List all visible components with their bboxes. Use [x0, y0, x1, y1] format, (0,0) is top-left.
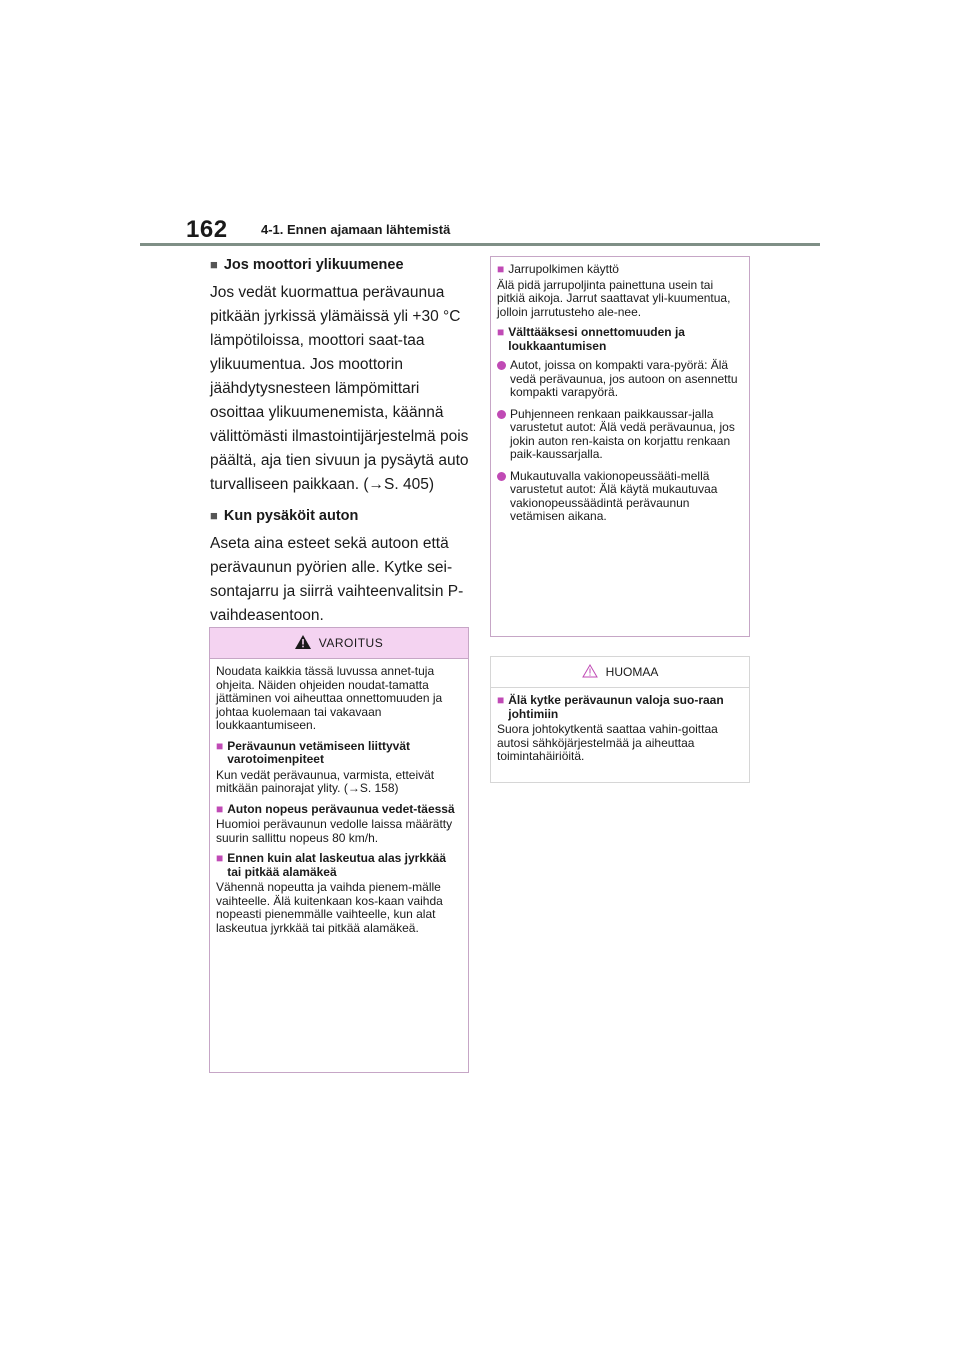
section-title: 4-1. Ennen ajamaan lähtemistä	[261, 222, 451, 237]
warning-item-text: Vähennä nopeutta ja vaihda pienem-mälle vaihteelle. Älä kuitenkaan kos-kaan vaihda nopeasti pienemmälle vaihteelle, kun alat laskeutua jyrkkää tai pitkää alamäkeä.	[216, 880, 443, 935]
bullet-item: Mukautuvalla vakionopeussääti-mellä varustetut autot: Älä käytä mukautuvaa vakionopeussäädintä perävaunun vetämisen aikana.	[497, 470, 743, 524]
caution-triangle-icon	[582, 664, 598, 681]
bullet-dot-icon	[497, 410, 506, 419]
warning-intro: Noudata kaikkia tässä luvussa annet-tuja ohjeita. Näiden ohjeiden noudat-tamatta jättäminen voi aiheuttaa onnettomuuden ja johtaa kuolemaan tai vakavaan loukkaantumiseen.	[216, 664, 443, 732]
accident-heading: ■ Välttääksesi onnettomuuden ja loukkaantumisen	[497, 325, 685, 353]
warning-header	[210, 628, 468, 658]
warning-item-text: Huomioi perävaunun vedolle laissa määrätty suurin sallittu nopeus 80 km/h.	[216, 817, 453, 845]
notice-heading: ■ Älä kytke perävaunun valoja suo-raan johtimiin	[497, 693, 724, 721]
square-bullet-icon: ■	[216, 801, 224, 816]
notice-title: HUOMAA	[605, 665, 659, 679]
warning-item-text: Kun vedät perävaunua, varmista, etteivät mitkään painorajat ylity. (→S. 158)	[216, 767, 435, 795]
square-bullet-icon: ■	[210, 508, 218, 523]
header-rule	[140, 243, 820, 246]
parking-heading: ■ Kun pysäköit auton	[210, 508, 359, 524]
warning-continued-box	[490, 256, 750, 637]
square-bullet-icon: ■	[497, 325, 505, 339]
warning-box	[209, 627, 469, 1073]
brake-heading: ■ Jarrupolkimen käyttö	[497, 262, 619, 276]
bullet-item: Puhjenneen renkaan paikkaussar-jalla varustetut autot: Älä vedä perävaunua, jos jokin auton ren-kaista on korjattu renkaan paik-kaussarjalla.	[497, 408, 743, 462]
notice-box	[490, 656, 750, 783]
notice-text: Suora johtokytkentä saattaa vahin-goittaa autosi sähköjärjestelmää ja aiheuttaa toimintahäiriöitä.	[497, 722, 718, 763]
bullet-item: Autot, joissa on kompakti vara-pyörä: Älä vedä perävaunua, jos autoon on asennettu kompakti varapyörä.	[497, 359, 743, 400]
bullet-dot-icon	[497, 361, 506, 370]
square-bullet-icon: ■	[497, 262, 505, 276]
parking-text: Aseta aina esteet sekä autoon että perävaunun pyörien alle. Kytke sei-sontajarru ja siirrä vaihteenvalitsin P-vaihdeasentoon.	[210, 535, 464, 624]
bullet-dot-icon	[497, 472, 506, 481]
warning-title: VAROITUS	[318, 636, 384, 650]
page-number: 162	[186, 216, 228, 243]
overheat-heading: ■ Jos moottori ylikuumenee	[210, 257, 404, 273]
warning-triangle-icon	[295, 635, 311, 652]
brake-text: Älä pidä jarrupoljinta painettuna usein tai pitkiä aikoja. Jarrut saattavat yli-kuumentua, jolloin jarrutusteho ale-nee.	[497, 277, 731, 319]
square-bullet-icon: ■	[216, 851, 224, 865]
overheat-text: Jos vedät kuormattua perävaunua pitkään jyrkissä ylämäissä yli +30 °C lämpötiloissa, moottori saat-taa ylikuumentua. Jos moottorin jäähdytysnesteen lämpömittari osoittaa ylikuumenemista, käännä välittömästi ilmastointijärjestelmä pois päältä, aja tien sivuun ja pysäytä auto turvalliseen paikkaan. (→S. 405)	[210, 284, 469, 493]
square-bullet-icon: ■	[210, 257, 218, 272]
warning-item-heading: ■ Perävaunun vetämiseen liittyvät varotoimenpiteet	[216, 738, 410, 766]
main-column	[210, 256, 472, 638]
square-bullet-icon: ■	[216, 738, 224, 753]
warning-item-heading: ■ Auton nopeus perävaunua vedet-täessä	[216, 801, 455, 816]
square-bullet-icon: ■	[497, 693, 505, 707]
warning-item-heading: ■ Ennen kuin alat laskeutua alas jyrkkää tai pitkää alamäkeä	[216, 851, 447, 879]
notice-header	[491, 657, 749, 687]
